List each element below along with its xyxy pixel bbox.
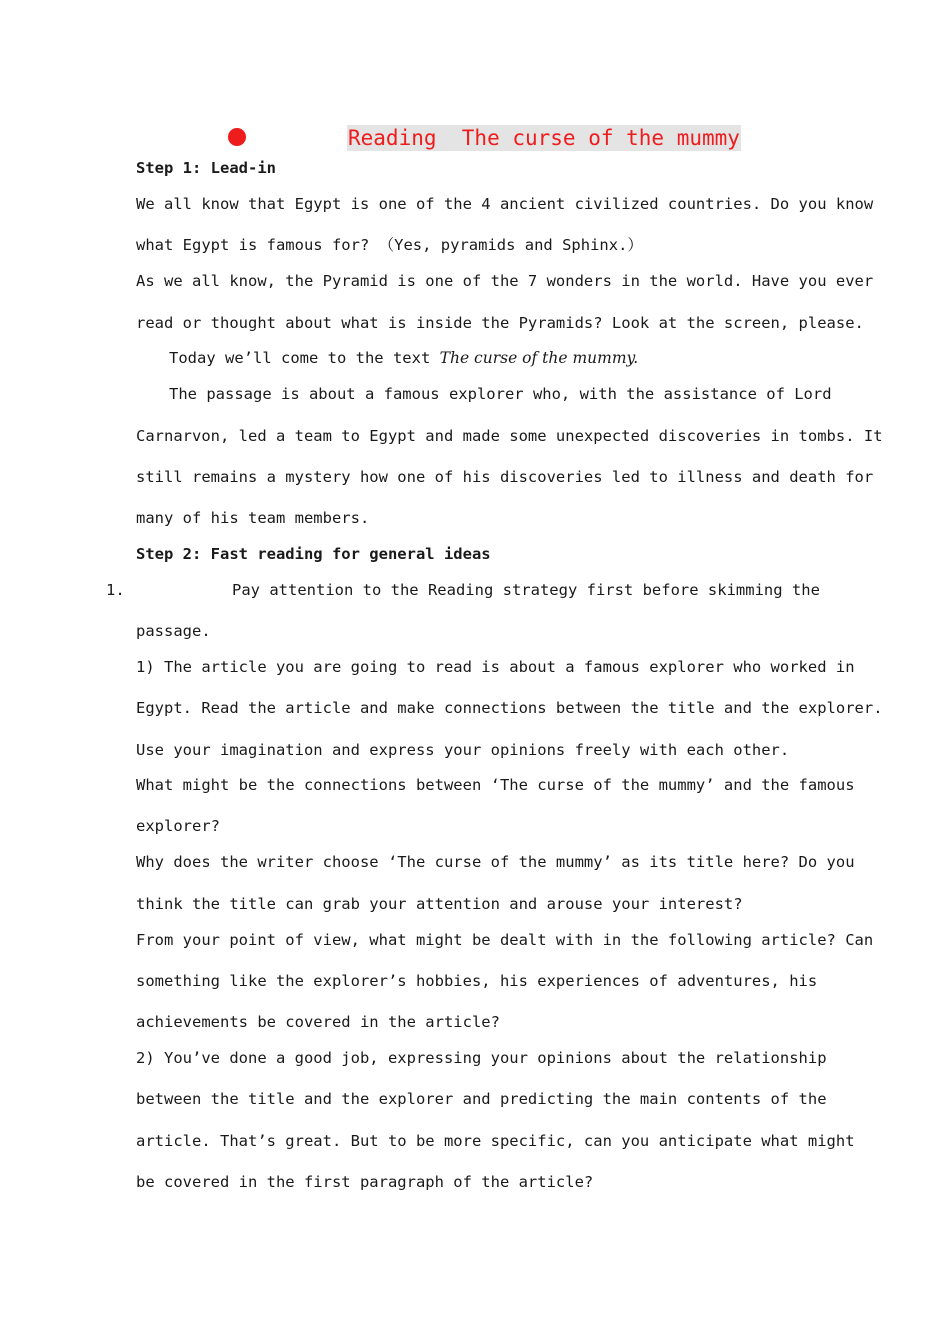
paragraph-line: The passage is about a famous explorer who, with the assistance of Lord <box>169 385 832 403</box>
paragraph-line: Why does the writer choose ‘The curse of the mummy’ as its title here? Do you <box>136 853 855 871</box>
paragraph-line: what Egypt is famous for? （Yes, pyramids and Sphinx.） <box>136 236 643 254</box>
paragraph-line: something like the explorer’s hobbies, his experiences of adventures, his <box>136 972 818 990</box>
list-item-line: passage. <box>136 622 211 640</box>
paragraph-line: Egypt. Read the article and make connections between the title and the explorer. <box>136 699 883 717</box>
list-item-number: 1. <box>106 581 125 599</box>
paragraph-line: explorer? <box>136 817 220 835</box>
step1-heading: Step 1: Lead-in <box>136 159 276 177</box>
paragraph-line: What might be the connections between ‘The curse of the mummy’ and the famous <box>136 776 855 794</box>
paragraph-line: Carnarvon, led a team to Egypt and made some unexpected discoveries in tombs. It <box>136 427 883 445</box>
paragraph-line: between the title and the explorer and predicting the main contents of the <box>136 1090 827 1108</box>
paragraph-line: think the title can grab your attention and arouse your interest? <box>136 895 743 913</box>
paragraph-line: be covered in the first paragraph of the article? <box>136 1173 594 1191</box>
paragraph-line: achievements be covered in the article? <box>136 1013 500 1031</box>
paragraph-line: From your point of view, what might be dealt with in the following article? Can <box>136 931 874 949</box>
paragraph-line: As we all know, the Pyramid is one of the 7 wonders in the world. Have you ever <box>136 272 874 290</box>
list-item-line: Pay attention to the Reading strategy first before skimming the <box>232 581 820 599</box>
today-prefix: Today we’ll come to the text <box>169 349 440 367</box>
title-bullet-icon <box>228 128 246 146</box>
paragraph-line: Use your imagination and express your opinions freely with each other. <box>136 741 790 759</box>
paragraph-line: read or thought about what is inside the Pyramids? Look at the screen, please. <box>136 314 864 332</box>
paragraph-line: article. That’s great. But to be more specific, can you anticipate what might <box>136 1132 855 1150</box>
text-title-italic: The curse of the mummy. <box>439 349 639 367</box>
paragraph-line: 1) The article you are going to read is about a famous explorer who worked in <box>136 658 855 676</box>
paragraph-line: still remains a mystery how one of his discoveries led to illness and death for <box>136 468 874 486</box>
step2-heading: Step 2: Fast reading for general ideas <box>136 545 491 563</box>
paragraph-line: 2) You’ve done a good job, expressing your opinions about the relationship <box>136 1049 827 1067</box>
paragraph-line: We all know that Egypt is one of the 4 ancient civilized countries. Do you know <box>136 195 874 213</box>
paragraph-line: many of his team members. <box>136 509 370 527</box>
today-line <box>169 348 638 368</box>
document-title: Reading The curse of the mummy <box>348 126 740 150</box>
